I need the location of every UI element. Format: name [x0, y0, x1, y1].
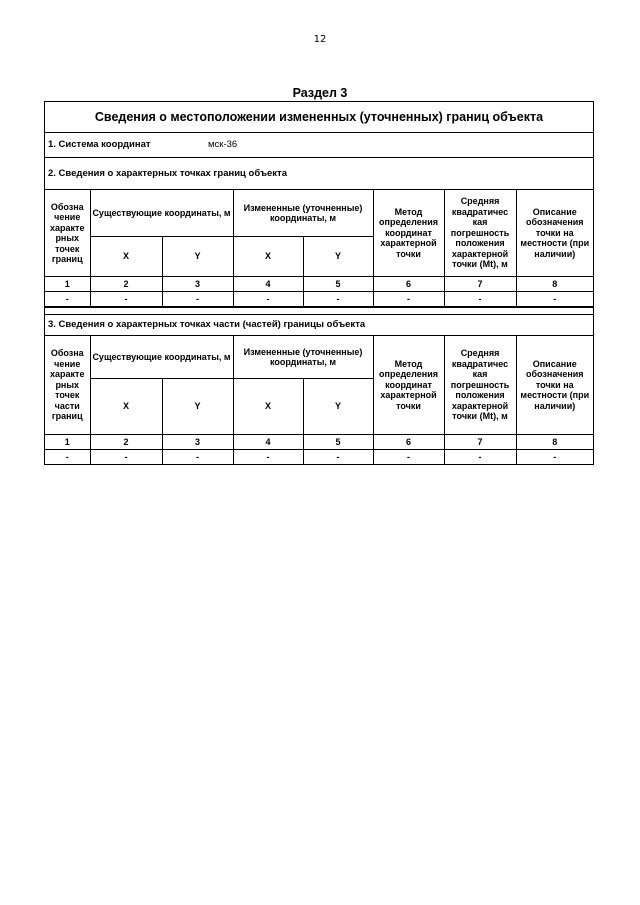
- column-number: 2: [90, 435, 162, 450]
- section3-title: 3. Сведения о характерных точках части (частей) границы объекта: [45, 314, 593, 335]
- col-existing-coordinates: Существующие координаты, м: [90, 190, 233, 237]
- col-existing-y: Y: [162, 237, 233, 277]
- cell-value: -: [373, 292, 444, 307]
- table-row: [45, 450, 593, 465]
- section-frame: [44, 101, 594, 465]
- cell-value: -: [444, 450, 516, 465]
- col-changed-y: Y: [303, 379, 373, 435]
- cell-value: -: [90, 450, 162, 465]
- column-number: 4: [233, 277, 303, 292]
- cell-value: -: [444, 292, 516, 307]
- col-description: Описание обозначения точки на местности (при наличии): [516, 190, 593, 277]
- column-number: 2: [90, 277, 162, 292]
- column-number: 5: [303, 277, 373, 292]
- banner-title: Сведения о местоположении измененных (уточненных) границ объекта: [45, 101, 593, 132]
- cell-value: -: [303, 450, 373, 465]
- col-changed-x: X: [233, 379, 303, 435]
- column-number: 3: [162, 435, 233, 450]
- col-description: Описание обозначения точки на местности (при наличии): [516, 336, 593, 435]
- col-accuracy: Средняя квадратичес кая погрешность положения характерной точки (Mt), м: [444, 190, 516, 277]
- part-boundary-points-table: [45, 335, 593, 465]
- cell-value: -: [162, 450, 233, 465]
- col-existing-x: X: [90, 379, 162, 435]
- cell-value: -: [303, 292, 373, 307]
- section2-title: 2. Сведения о характерных точках границ объекта: [45, 157, 593, 189]
- column-number: 7: [444, 435, 516, 450]
- col-changed-coordinates: Измененные (уточненные) координаты, м: [233, 336, 373, 379]
- col-existing-coordinates: Существующие координаты, м: [90, 336, 233, 379]
- column-numbers-row: [45, 277, 593, 292]
- col-existing-x: X: [90, 237, 162, 277]
- coordinate-system-row: [45, 132, 593, 157]
- cell-value: -: [373, 450, 444, 465]
- col-point-designation: Обозна чение характе рных точек части границ: [45, 336, 90, 435]
- col-method: Метод определения координат характерной точки: [373, 336, 444, 435]
- col-method: Метод определения координат характерной точки: [373, 190, 444, 277]
- cell-value: -: [45, 450, 90, 465]
- table-separator: [45, 307, 593, 314]
- column-number: 3: [162, 277, 233, 292]
- column-number: 6: [373, 277, 444, 292]
- col-existing-y: Y: [162, 379, 233, 435]
- col-changed-x: X: [233, 237, 303, 277]
- cell-value: -: [162, 292, 233, 307]
- col-changed-coordinates: Измененные (уточненные) координаты, м: [233, 190, 373, 237]
- boundary-points-table: [45, 189, 593, 307]
- column-number: 6: [373, 435, 444, 450]
- column-number: 1: [45, 435, 90, 450]
- col-point-designation: Обозна чение характе рных точек границ: [45, 190, 90, 277]
- column-number: 8: [516, 277, 593, 292]
- coordinate-system-value: мск-36: [208, 139, 238, 150]
- col-changed-y: Y: [303, 237, 373, 277]
- page-number: 12: [313, 34, 327, 45]
- cell-value: -: [90, 292, 162, 307]
- coordinate-system-label: 1. Система координат: [48, 139, 151, 150]
- cell-value: -: [516, 292, 593, 307]
- column-number: 5: [303, 435, 373, 450]
- column-number: 7: [444, 277, 516, 292]
- section-title: Раздел 3: [292, 86, 348, 100]
- cell-value: -: [45, 292, 90, 307]
- table-row: [45, 292, 593, 307]
- cell-value: -: [233, 292, 303, 307]
- cell-value: -: [233, 450, 303, 465]
- cell-value: -: [516, 450, 593, 465]
- col-accuracy: Средняя квадратичес кая погрешность положения характерной точки (Mt), м: [444, 336, 516, 435]
- column-number: 4: [233, 435, 303, 450]
- column-number: 1: [45, 277, 90, 292]
- column-numbers-row: [45, 435, 593, 450]
- column-number: 8: [516, 435, 593, 450]
